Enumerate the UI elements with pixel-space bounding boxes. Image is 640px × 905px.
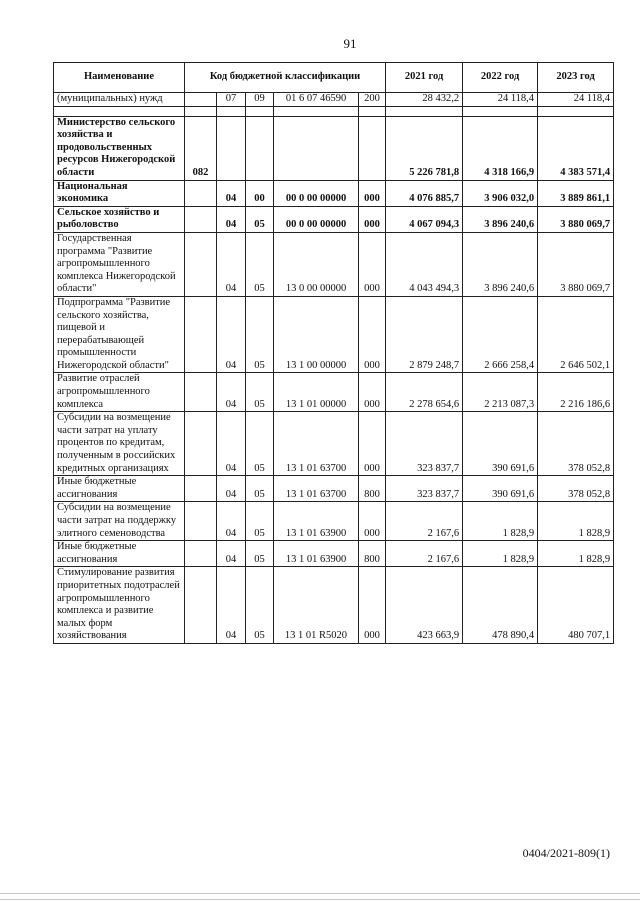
scan-artifact-line	[0, 893, 640, 894]
cell-target-article: 13 1 01 63900	[274, 502, 359, 541]
cell-expense-type: 000	[359, 206, 386, 232]
cell-name: Национальная экономика	[54, 180, 185, 206]
cell-section: 04	[217, 373, 246, 412]
cell-target-article: 13 1 01 63900	[274, 541, 359, 567]
cell-subsection	[246, 106, 274, 116]
cell-section: 04	[217, 412, 246, 476]
table-row	[54, 476, 614, 502]
cell-2023: 3 889 861,1	[538, 180, 614, 206]
cell-2021	[386, 106, 463, 116]
cell-ved	[185, 412, 217, 476]
cell-expense-type	[359, 116, 386, 180]
cell-2023	[538, 106, 614, 116]
cell-subsection: 05	[246, 567, 274, 644]
cell-subsection: 05	[246, 541, 274, 567]
cell-name: Развитие отраслей агропромышленного комплекса	[54, 373, 185, 412]
cell-subsection: 05	[246, 232, 274, 296]
cell-target-article: 13 1 01 R5020	[274, 567, 359, 644]
cell-expense-type: 000	[359, 296, 386, 373]
cell-ved	[185, 373, 217, 412]
page-number: 91	[343, 36, 357, 51]
cell-2022: 3 896 240,6	[463, 232, 538, 296]
cell-2023: 378 052,8	[538, 476, 614, 502]
cell-2022: 3 906 032,0	[463, 180, 538, 206]
budget-table	[53, 62, 614, 644]
table-row	[54, 93, 614, 107]
cell-expense-type: 800	[359, 541, 386, 567]
cell-2021: 2 167,6	[386, 502, 463, 541]
cell-subsection	[246, 116, 274, 180]
cell-2021: 2 278 654,6	[386, 373, 463, 412]
cell-subsection: 05	[246, 296, 274, 373]
cell-2023: 3 880 069,7	[538, 232, 614, 296]
cell-ved	[185, 93, 217, 107]
table-row	[54, 206, 614, 232]
header-2021: 2021 год	[386, 63, 463, 93]
cell-section: 04	[217, 541, 246, 567]
cell-section: 07	[217, 93, 246, 107]
header-code: Код бюджетной классификации	[185, 63, 386, 93]
header-name: Наименование	[54, 63, 185, 93]
cell-2022: 3 896 240,6	[463, 206, 538, 232]
header-2023: 2023 год	[538, 63, 614, 93]
cell-section: 04	[217, 567, 246, 644]
table-row	[54, 232, 614, 296]
cell-section: 04	[217, 180, 246, 206]
cell-target-article: 13 1 01 63700	[274, 476, 359, 502]
cell-ved	[185, 180, 217, 206]
cell-target-article: 13 0 00 00000	[274, 232, 359, 296]
cell-2023: 4 383 571,4	[538, 116, 614, 180]
table-row	[54, 541, 614, 567]
cell-subsection: 00	[246, 180, 274, 206]
table-row	[54, 567, 614, 644]
cell-name: Сельское хозяйство и рыболовство	[54, 206, 185, 232]
cell-subsection: 05	[246, 373, 274, 412]
table-row	[54, 502, 614, 541]
cell-section	[217, 116, 246, 180]
cell-target-article: 13 1 01 00000	[274, 373, 359, 412]
table-row	[54, 412, 614, 476]
table-row	[54, 116, 614, 180]
cell-2022: 1 828,9	[463, 502, 538, 541]
cell-target-article	[274, 106, 359, 116]
table-header-row	[54, 63, 614, 93]
cell-2022: 2 666 258,4	[463, 296, 538, 373]
cell-expense-type: 200	[359, 93, 386, 107]
cell-subsection: 09	[246, 93, 274, 107]
cell-name	[54, 106, 185, 116]
cell-2022: 478 890,4	[463, 567, 538, 644]
cell-ved	[185, 232, 217, 296]
cell-2021: 5 226 781,8	[386, 116, 463, 180]
cell-section: 04	[217, 296, 246, 373]
cell-name: Стимулирование развития приоритетных подотраслей агропромышленного комплекса и развитие малых форм хозяйствования	[54, 567, 185, 644]
cell-name: Иные бюджетные ассигнования	[54, 476, 185, 502]
cell-section: 04	[217, 232, 246, 296]
cell-ved	[185, 476, 217, 502]
cell-2023: 24 118,4	[538, 93, 614, 107]
cell-expense-type: 000	[359, 567, 386, 644]
budget-table-body	[54, 93, 614, 644]
cell-2021: 28 432,2	[386, 93, 463, 107]
cell-2023: 378 052,8	[538, 412, 614, 476]
cell-name: (муниципальных) нужд	[54, 93, 185, 107]
cell-expense-type	[359, 106, 386, 116]
cell-2023: 1 828,9	[538, 502, 614, 541]
cell-expense-type: 800	[359, 476, 386, 502]
cell-target-article: 00 0 00 00000	[274, 180, 359, 206]
cell-2021: 4 067 094,3	[386, 206, 463, 232]
cell-section: 04	[217, 206, 246, 232]
cell-expense-type: 000	[359, 502, 386, 541]
cell-ved: 082	[185, 116, 217, 180]
cell-ved	[185, 296, 217, 373]
table-row	[54, 106, 614, 116]
cell-2022: 1 828,9	[463, 541, 538, 567]
cell-subsection: 05	[246, 476, 274, 502]
table-row	[54, 296, 614, 373]
cell-2021: 4 043 494,3	[386, 232, 463, 296]
cell-section	[217, 106, 246, 116]
scan-artifact-line	[0, 899, 640, 900]
cell-2022: 4 318 166,9	[463, 116, 538, 180]
cell-section: 04	[217, 476, 246, 502]
cell-2021: 4 076 885,7	[386, 180, 463, 206]
cell-2023: 2 216 186,6	[538, 373, 614, 412]
cell-ved	[185, 206, 217, 232]
cell-target-article: 01 6 07 46590	[274, 93, 359, 107]
cell-2021: 2 879 248,7	[386, 296, 463, 373]
cell-2022: 390 691,6	[463, 412, 538, 476]
cell-section: 04	[217, 502, 246, 541]
cell-2023: 1 828,9	[538, 541, 614, 567]
cell-2023: 480 707,1	[538, 567, 614, 644]
table-row	[54, 373, 614, 412]
cell-name: Субсидии на возмещение части затрат на поддержку элитного семеноводства	[54, 502, 185, 541]
cell-name: Субсидии на возмещение части затрат на уплату процентов по кредитам, полученным в российских кредитных организациях	[54, 412, 185, 476]
cell-ved	[185, 502, 217, 541]
cell-name: Подпрограмма "Развитие сельского хозяйства, пищевой и перерабатывающей промышленности Нижегородской области"	[54, 296, 185, 373]
cell-2023: 2 646 502,1	[538, 296, 614, 373]
cell-expense-type: 000	[359, 412, 386, 476]
table-row	[54, 180, 614, 206]
cell-2023: 3 880 069,7	[538, 206, 614, 232]
cell-2021: 323 837,7	[386, 476, 463, 502]
cell-target-article	[274, 116, 359, 180]
cell-expense-type: 000	[359, 232, 386, 296]
cell-target-article: 00 0 00 00000	[274, 206, 359, 232]
cell-name: Государственная программа "Развитие агропромышленного комплекса Нижегородской области"	[54, 232, 185, 296]
cell-target-article: 13 1 01 63700	[274, 412, 359, 476]
cell-2021: 323 837,7	[386, 412, 463, 476]
cell-subsection: 05	[246, 502, 274, 541]
cell-target-article: 13 1 00 00000	[274, 296, 359, 373]
cell-expense-type: 000	[359, 180, 386, 206]
cell-name: Иные бюджетные ассигнования	[54, 541, 185, 567]
cell-2021: 2 167,6	[386, 541, 463, 567]
cell-subsection: 05	[246, 206, 274, 232]
cell-expense-type: 000	[359, 373, 386, 412]
cell-2021: 423 663,9	[386, 567, 463, 644]
cell-ved	[185, 567, 217, 644]
cell-2022: 390 691,6	[463, 476, 538, 502]
cell-2022: 2 213 087,3	[463, 373, 538, 412]
cell-subsection: 05	[246, 412, 274, 476]
cell-2022	[463, 106, 538, 116]
cell-name: Министерство сельского хозяйства и продовольственных ресурсов Нижегородской области	[54, 116, 185, 180]
cell-ved	[185, 541, 217, 567]
cell-ved	[185, 106, 217, 116]
header-2022: 2022 год	[463, 63, 538, 93]
cell-2022: 24 118,4	[463, 93, 538, 107]
document-code: 0404/2021-809(1)	[522, 846, 610, 860]
